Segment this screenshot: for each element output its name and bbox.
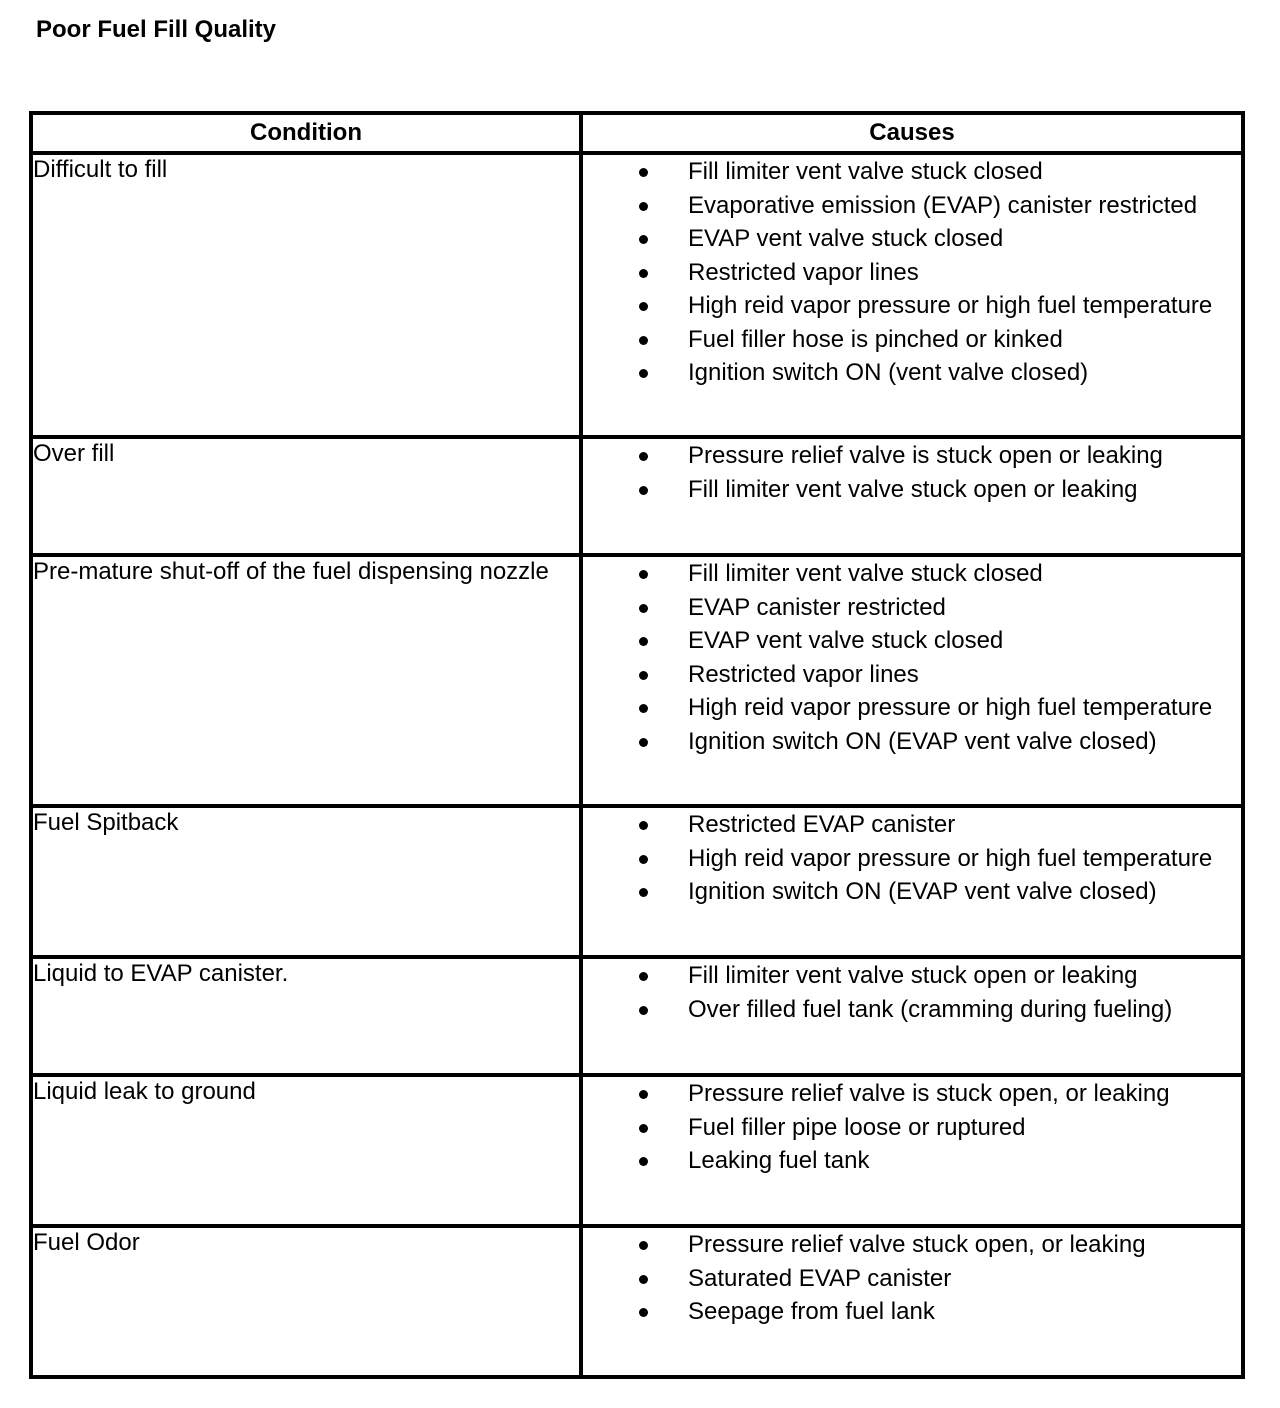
cause-list <box>583 959 1241 1026</box>
bullet-icon <box>639 1006 648 1015</box>
table-row <box>31 555 1243 806</box>
bullet-icon <box>639 671 648 680</box>
cause-text: High reid vapor pressure or high fuel temperature <box>688 844 1213 872</box>
cause-item <box>583 189 1241 223</box>
bullet-icon <box>639 1124 648 1133</box>
causes-cell <box>581 957 1243 1075</box>
cause-text: EVAP vent valve stuck closed <box>688 225 1004 252</box>
cause-item <box>583 439 1241 473</box>
bullet-icon <box>639 235 648 244</box>
cause-item <box>583 1228 1241 1262</box>
bullet-icon <box>639 821 648 830</box>
cause-item <box>583 1111 1241 1145</box>
condition-cell: Pre-mature shut-off of the fuel dispensing nozzle <box>31 555 581 806</box>
cause-text: EVAP vent valve stuck closed <box>688 627 1004 654</box>
condition-cell: Liquid leak to ground <box>31 1075 581 1226</box>
table-header-row <box>31 113 1243 153</box>
cause-item <box>583 591 1241 625</box>
cause-item <box>583 1262 1241 1296</box>
bullet-icon <box>639 1308 648 1317</box>
cause-text: EVAP canister restricted <box>688 593 946 621</box>
cause-list <box>583 808 1241 909</box>
condition-cell: Fuel Odor <box>31 1226 581 1377</box>
bullet-icon <box>639 1275 648 1284</box>
cause-item <box>583 993 1241 1027</box>
bullet-icon <box>639 302 648 311</box>
table-row <box>31 1226 1243 1377</box>
cause-item <box>583 808 1241 842</box>
fuel-fill-table <box>29 111 1245 1379</box>
cause-list <box>583 1228 1241 1329</box>
causes-cell <box>581 1075 1243 1226</box>
cause-item <box>583 725 1241 759</box>
bullet-icon <box>639 369 648 378</box>
cause-text: Ignition switch ON (EVAP vent valve closed) <box>688 878 1157 905</box>
cause-text: Ignition switch ON (EVAP vent valve closed) <box>688 727 1157 755</box>
cause-item <box>583 1295 1241 1329</box>
bullet-icon <box>639 486 648 495</box>
condition-cell: Liquid to EVAP canister. <box>31 957 581 1075</box>
cause-text: Pressure relief valve is stuck open, or leaking <box>688 1080 1170 1107</box>
cause-item <box>583 624 1241 658</box>
bullet-icon <box>639 888 648 897</box>
bullet-icon <box>639 604 648 613</box>
cause-text: Fill limiter vent valve stuck closed <box>688 560 1043 587</box>
bullet-icon <box>639 704 648 713</box>
bullet-icon <box>639 972 648 981</box>
bullet-icon <box>639 202 648 211</box>
cause-text: Pressure relief valve stuck open, or leaking <box>688 1231 1146 1258</box>
causes-cell <box>581 437 1243 555</box>
cause-text: Over filled fuel tank (cramming during fueling) <box>688 995 1173 1023</box>
cause-text: Fill limiter vent valve stuck open or leaking <box>688 475 1138 503</box>
page-title: Poor Fuel Fill Quality <box>36 16 277 43</box>
cause-item <box>583 959 1241 993</box>
cause-text: Restricted EVAP canister <box>688 811 956 838</box>
cause-text: High reid vapor pressure or high fuel temperature <box>688 292 1213 319</box>
table-row <box>31 153 1243 437</box>
cause-text: Fill limiter vent valve stuck open or leaking <box>688 962 1138 989</box>
cause-text: Evaporative emission (EVAP) canister restricted <box>688 191 1198 219</box>
cause-list <box>583 155 1241 390</box>
bullet-icon <box>639 855 648 864</box>
cause-text: Ignition switch ON (vent valve closed) <box>688 359 1089 386</box>
condition-cell: Over fill <box>31 437 581 555</box>
cause-text: Fuel filler pipe loose or ruptured <box>688 1113 1026 1141</box>
bullet-icon <box>639 1090 648 1099</box>
bullet-icon <box>639 1157 648 1166</box>
table-row <box>31 957 1243 1075</box>
causes-cell <box>581 1226 1243 1377</box>
causes-cell <box>581 153 1243 437</box>
bullet-icon <box>639 738 648 747</box>
bullet-icon <box>639 452 648 461</box>
cause-item <box>583 842 1241 876</box>
cause-item <box>583 875 1241 909</box>
cause-text: Fuel filler hose is pinched or kinked <box>688 325 1063 353</box>
causes-cell <box>581 806 1243 957</box>
cause-item <box>583 557 1241 591</box>
condition-cell: Fuel Spitback <box>31 806 581 957</box>
causes-column-header: Causes <box>581 113 1243 153</box>
cause-item <box>583 356 1241 390</box>
cause-item <box>583 155 1241 189</box>
cause-list <box>583 439 1241 506</box>
cause-list <box>583 557 1241 758</box>
bullet-icon <box>639 168 648 177</box>
cause-item <box>583 256 1241 290</box>
cause-item <box>583 323 1241 357</box>
cause-text: Restricted vapor lines <box>688 660 919 688</box>
cause-item <box>583 658 1241 692</box>
table-row <box>31 1075 1243 1226</box>
cause-text: Pressure relief valve is stuck open or leaking <box>688 442 1163 469</box>
cause-text: Restricted vapor lines <box>688 258 919 286</box>
table-row <box>31 806 1243 957</box>
cause-item <box>583 289 1241 323</box>
cause-item <box>583 1077 1241 1111</box>
table-row <box>31 437 1243 555</box>
cause-text: Fill limiter vent valve stuck closed <box>688 158 1043 185</box>
causes-cell <box>581 555 1243 806</box>
condition-column-header: Condition <box>31 113 581 153</box>
cause-text: Saturated EVAP canister <box>688 1264 952 1292</box>
bullet-icon <box>639 570 648 579</box>
cause-item <box>583 691 1241 725</box>
cause-item <box>583 222 1241 256</box>
bullet-icon <box>639 1241 648 1250</box>
cause-text: Leaking fuel tank <box>688 1147 870 1174</box>
bullet-icon <box>639 336 648 345</box>
bullet-icon <box>639 269 648 278</box>
cause-item <box>583 473 1241 507</box>
cause-text: High reid vapor pressure or high fuel temperature <box>688 694 1213 721</box>
cause-text: Seepage from fuel lank <box>688 1298 935 1325</box>
condition-cell: Difficult to fill <box>31 153 581 437</box>
cause-item <box>583 1144 1241 1178</box>
bullet-icon <box>639 637 648 646</box>
cause-list <box>583 1077 1241 1178</box>
